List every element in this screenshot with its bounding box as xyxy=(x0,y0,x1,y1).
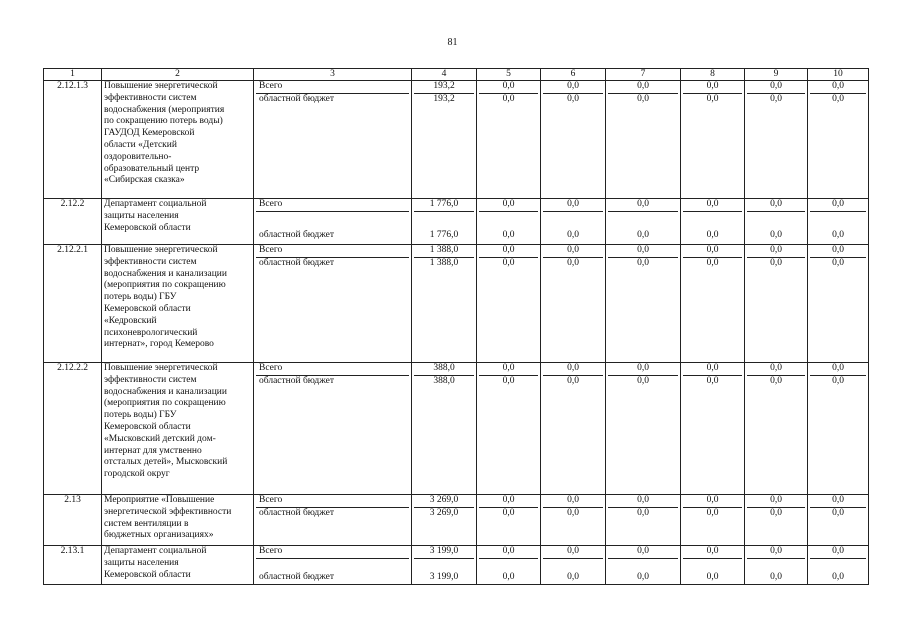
amount-value: 0,0 xyxy=(832,375,844,386)
amount-value: 0,0 xyxy=(747,363,805,376)
value-cell xyxy=(541,199,606,245)
table-row xyxy=(44,546,869,585)
value-cell xyxy=(477,81,541,199)
budget-table xyxy=(43,68,869,585)
amount-value: 193,2 xyxy=(414,81,474,94)
funding-source-label: Всего xyxy=(256,546,409,559)
column-header: 2 xyxy=(102,69,254,81)
column-header: 3 xyxy=(254,69,412,81)
amount-value: 193,2 xyxy=(433,93,455,104)
amount-value: 0,0 xyxy=(637,375,649,386)
amount-value: 0,0 xyxy=(479,245,538,258)
amount-value: 0,0 xyxy=(770,229,782,240)
amount-value: 0,0 xyxy=(637,571,649,582)
amount-value: 0,0 xyxy=(567,571,579,582)
funding-source-cell xyxy=(254,245,412,363)
amount-value: 0,0 xyxy=(479,199,538,212)
row-name: Департамент социальной защиты населения Кемеровской области xyxy=(102,199,254,245)
funding-source-cell xyxy=(254,495,412,546)
table-row xyxy=(44,363,869,495)
value-cell xyxy=(808,81,869,199)
value-cell xyxy=(477,363,541,495)
amount-value: 0,0 xyxy=(706,571,719,582)
amount-value: 0,0 xyxy=(637,257,649,268)
funding-source-cell xyxy=(254,546,412,585)
amount-value: 0,0 xyxy=(502,257,515,268)
amount-value: 0,0 xyxy=(747,245,805,258)
amount-value: 0,0 xyxy=(543,81,603,94)
value-cell xyxy=(477,245,541,363)
table-row xyxy=(44,495,869,546)
amount-value: 0,0 xyxy=(608,81,678,94)
amount-value: 0,0 xyxy=(747,199,805,212)
value-cell xyxy=(412,546,477,585)
value-cell xyxy=(681,81,745,199)
row-number: 2.13 xyxy=(44,495,102,546)
value-cell xyxy=(745,546,808,585)
value-cell xyxy=(412,199,477,245)
amount-value: 0,0 xyxy=(608,245,678,258)
amount-value: 0,0 xyxy=(832,229,844,240)
funding-source-label: Всего xyxy=(256,363,409,376)
amount-value: 0,0 xyxy=(608,546,678,559)
value-cell xyxy=(808,546,869,585)
column-header: 6 xyxy=(541,69,606,81)
column-header: 1 xyxy=(44,69,102,81)
amount-value: 0,0 xyxy=(543,199,603,212)
funding-source-cell xyxy=(254,199,412,245)
header-row xyxy=(44,69,869,81)
amount-value: 0,0 xyxy=(543,546,603,559)
amount-value: 0,0 xyxy=(683,245,742,258)
funding-source-label: Всего xyxy=(256,245,409,258)
amount-value: 0,0 xyxy=(502,375,515,386)
amount-value: 0,0 xyxy=(543,363,603,376)
amount-value: 0,0 xyxy=(543,245,603,258)
value-cell xyxy=(541,546,606,585)
value-cell xyxy=(541,81,606,199)
funding-source-label: областной бюджет xyxy=(259,571,335,582)
column-header: 5 xyxy=(477,69,541,81)
amount-value: 0,0 xyxy=(567,375,579,386)
amount-value: 0,0 xyxy=(567,229,579,240)
amount-value: 0,0 xyxy=(683,495,742,508)
value-cell xyxy=(681,495,745,546)
amount-value: 0,0 xyxy=(810,546,866,559)
amount-value: 0,0 xyxy=(637,93,649,104)
amount-value: 0,0 xyxy=(770,507,782,518)
value-cell xyxy=(541,245,606,363)
amount-value: 0,0 xyxy=(832,93,844,104)
amount-value: 0,0 xyxy=(706,229,719,240)
funding-source-label: областной бюджет xyxy=(259,257,335,268)
value-cell xyxy=(412,245,477,363)
value-cell xyxy=(412,363,477,495)
value-cell xyxy=(681,546,745,585)
amount-value: 0,0 xyxy=(770,571,782,582)
amount-value: 0,0 xyxy=(608,363,678,376)
amount-value: 0,0 xyxy=(567,257,579,268)
column-header: 10 xyxy=(808,69,869,81)
amount-value: 3 269,0 xyxy=(429,507,459,518)
amount-value: 0,0 xyxy=(502,229,515,240)
value-cell xyxy=(745,495,808,546)
value-cell xyxy=(477,199,541,245)
amount-value: 0,0 xyxy=(706,375,719,386)
value-cell xyxy=(412,81,477,199)
amount-value: 3 269,0 xyxy=(414,495,474,508)
amount-value: 0,0 xyxy=(637,507,649,518)
amount-value: 0,0 xyxy=(747,546,805,559)
amount-value: 0,0 xyxy=(832,257,844,268)
amount-value: 0,0 xyxy=(747,495,805,508)
amount-value: 0,0 xyxy=(502,571,515,582)
value-cell xyxy=(606,245,681,363)
value-cell xyxy=(681,363,745,495)
value-cell xyxy=(606,199,681,245)
row-number: 2.13.1 xyxy=(44,546,102,585)
amount-value: 0,0 xyxy=(479,546,538,559)
row-name: Повышение энергетической эффективности систем водоснабжения и канализации (мероприятия по сокращению потерь воды) ГБУ Кемеровской области «Мысковский детский дом- интернат для умственно отсталых детей», Мысковский городской округ xyxy=(102,363,254,495)
amount-value: 0,0 xyxy=(770,93,782,104)
amount-value: 0,0 xyxy=(683,81,742,94)
amount-value: 0,0 xyxy=(810,363,866,376)
funding-source-label: областной бюджет xyxy=(259,229,335,240)
amount-value: 0,0 xyxy=(543,495,603,508)
amount-value: 1 388,0 xyxy=(429,257,459,268)
row-number: 2.12.2.1 xyxy=(44,245,102,363)
value-cell xyxy=(477,546,541,585)
amount-value: 0,0 xyxy=(637,229,649,240)
value-cell xyxy=(808,199,869,245)
funding-source-label: Всего xyxy=(256,199,409,212)
amount-value: 0,0 xyxy=(502,93,515,104)
value-cell xyxy=(541,495,606,546)
row-name: Повышение энергетической эффективности систем водоснабжения и канализации (мероприятия по сокращению потерь воды) ГБУ Кемеровской области «Кедровский психоневрологический интернат», город Кемерово xyxy=(102,245,254,363)
page-number: 81 xyxy=(447,37,458,48)
table-row xyxy=(44,199,869,245)
amount-value: 0,0 xyxy=(608,495,678,508)
funding-source-label: областной бюджет xyxy=(259,375,335,386)
table-row xyxy=(44,245,869,363)
amount-value: 0,0 xyxy=(747,81,805,94)
row-name: Повышение энергетической эффективности систем водоснабжения (мероприятия по сокращению потерь воды) ГАУДОД Кемеровской области «Детский оздоровительно- образовательный центр «Сибирская сказка» xyxy=(102,81,254,199)
amount-value: 0,0 xyxy=(567,507,579,518)
amount-value: 0,0 xyxy=(608,199,678,212)
amount-value: 0,0 xyxy=(479,363,538,376)
value-cell xyxy=(412,495,477,546)
amount-value: 388,0 xyxy=(433,375,455,386)
column-header: 8 xyxy=(681,69,745,81)
amount-value: 0,0 xyxy=(683,199,742,212)
value-cell xyxy=(606,495,681,546)
amount-value: 0,0 xyxy=(810,81,866,94)
value-cell xyxy=(606,363,681,495)
row-number: 2.12.2.2 xyxy=(44,363,102,495)
amount-value: 388,0 xyxy=(414,363,474,376)
value-cell xyxy=(681,199,745,245)
amount-value: 0,0 xyxy=(683,546,742,559)
column-header: 7 xyxy=(606,69,681,81)
amount-value: 0,0 xyxy=(810,199,866,212)
amount-value: 0,0 xyxy=(502,507,515,518)
funding-source-label: Всего xyxy=(256,81,409,94)
amount-value: 0,0 xyxy=(683,363,742,376)
funding-source-label: Всего xyxy=(256,495,409,508)
value-cell xyxy=(681,245,745,363)
amount-value: 0,0 xyxy=(810,495,866,508)
column-header: 4 xyxy=(412,69,477,81)
amount-value: 0,0 xyxy=(832,571,844,582)
amount-value: 3 199,0 xyxy=(414,546,474,559)
amount-value: 0,0 xyxy=(706,93,719,104)
amount-value: 0,0 xyxy=(567,93,579,104)
row-number: 2.12.2 xyxy=(44,199,102,245)
row-number: 2.12.1.3 xyxy=(44,81,102,199)
amount-value: 0,0 xyxy=(810,245,866,258)
value-cell xyxy=(606,81,681,199)
amount-value: 0,0 xyxy=(706,507,719,518)
value-cell xyxy=(808,245,869,363)
amount-value: 0,0 xyxy=(770,257,782,268)
amount-value: 0,0 xyxy=(479,495,538,508)
funding-source-label: областной бюджет xyxy=(259,507,335,518)
row-name: Департамент социальной защиты населения Кемеровской области xyxy=(102,546,254,585)
value-cell xyxy=(808,363,869,495)
value-cell xyxy=(477,495,541,546)
value-cell xyxy=(808,495,869,546)
value-cell xyxy=(745,245,808,363)
amount-value: 1 776,0 xyxy=(414,199,474,212)
value-cell xyxy=(606,546,681,585)
value-cell xyxy=(745,363,808,495)
amount-value: 0,0 xyxy=(770,375,782,386)
table-row xyxy=(44,81,869,199)
row-name: Мероприятие «Повышение энергетической эффективности систем вентиляции в бюджетных организациях» xyxy=(102,495,254,546)
amount-value: 0,0 xyxy=(832,507,844,518)
amount-value: 3 199,0 xyxy=(429,571,459,582)
amount-value: 1 388,0 xyxy=(414,245,474,258)
funding-source-cell xyxy=(254,363,412,495)
amount-value: 1 776,0 xyxy=(429,229,459,240)
column-header: 9 xyxy=(745,69,808,81)
value-cell xyxy=(745,81,808,199)
funding-source-cell xyxy=(254,81,412,199)
amount-value: 0,0 xyxy=(479,81,538,94)
funding-source-label: областной бюджет xyxy=(259,93,335,104)
value-cell xyxy=(745,199,808,245)
value-cell xyxy=(541,363,606,495)
amount-value: 0,0 xyxy=(706,257,719,268)
